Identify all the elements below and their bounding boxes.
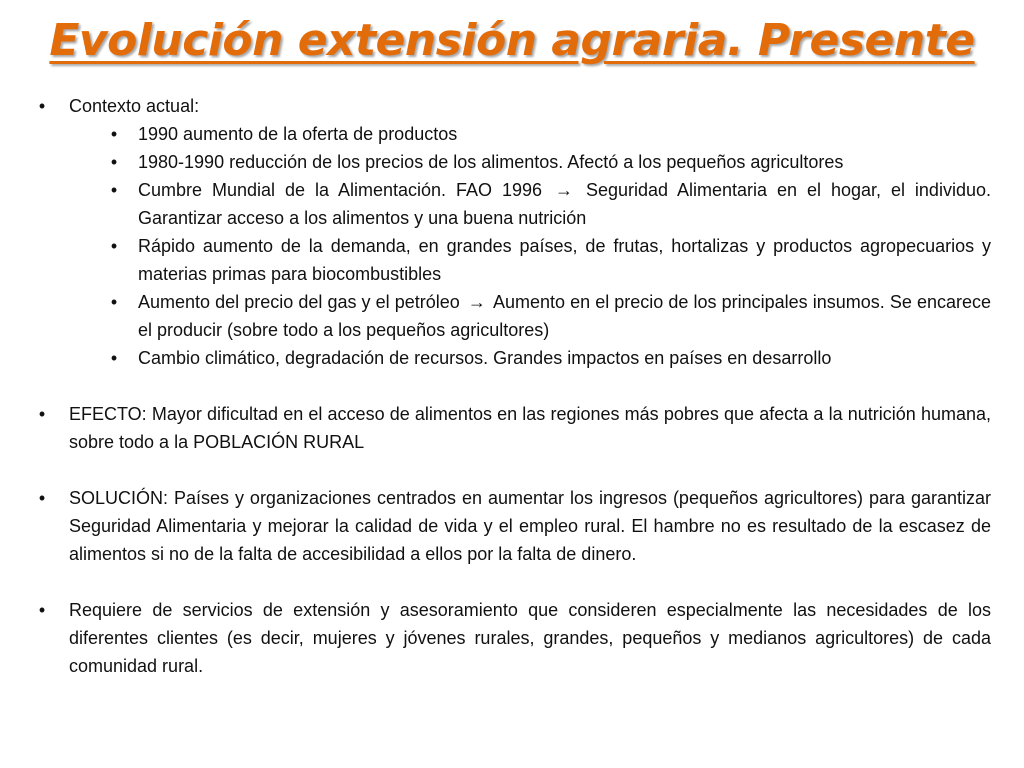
effect-text: EFECTO: Mayor dificultad en el acceso de alimentos en las regiones más pobres que afecta a la nutrición humana, sobre todo a la POBLACIÓN RURAL <box>69 404 991 452</box>
context-item-text-after: Seguridad Alimentaria en el hogar, el individuo. Garantizar acceso a los alimentos y una buena nutrición <box>138 180 991 228</box>
slide-body <box>35 92 991 680</box>
requirement-text: Requiere de servicios de extensión y asesoramiento que consideren especialmente las necesidades de los diferentes clientes (es decir, mujeres y jóvenes rurales, grandes, pequeños y medianos agricultores) de cada comunidad rural. <box>69 600 991 676</box>
bullet-icon: • <box>110 152 118 172</box>
context-item-text: 1990 aumento de la oferta de productos <box>138 124 458 144</box>
context-item-text-after: Aumento en el precio de los principales insumos. Se encarece el producir (sobre todo a los pequeños agricultores) <box>138 292 991 340</box>
bullet-context <box>35 92 991 120</box>
context-item-text: Cambio climático, degradación de recursos. Grandes impactos en países en desarrollo <box>138 348 832 368</box>
context-item-text-before: Cumbre Mundial de la Alimentación. FAO 1996 <box>138 180 542 200</box>
context-item-2 <box>110 148 991 176</box>
bullet-icon: • <box>38 404 46 424</box>
context-item-3 <box>110 176 991 232</box>
spacer <box>35 456 991 484</box>
context-item-text: 1980-1990 reducción de los precios de los alimentos. Afectó a los pequeños agricultores <box>138 152 844 172</box>
bullet-solution <box>35 484 991 568</box>
context-sublist <box>35 120 991 372</box>
right-arrow-icon: → <box>554 180 573 200</box>
bullet-icon: • <box>110 236 118 256</box>
bullet-icon: • <box>38 96 46 116</box>
bullet-effect <box>35 400 991 456</box>
bullet-requirement <box>35 596 991 680</box>
context-item-text-before: Aumento del precio del gas y el petróleo <box>138 292 460 312</box>
context-label: Contexto actual: <box>69 96 200 116</box>
slide-title: Evolución extensión agraria. Presente <box>49 15 975 66</box>
bullet-icon: • <box>110 348 118 368</box>
context-item-4 <box>110 232 991 288</box>
bullet-icon: • <box>110 124 118 144</box>
spacer <box>35 372 991 400</box>
context-item-6 <box>110 344 991 372</box>
bullet-list <box>35 92 991 680</box>
context-item-text: Rápido aumento de la demanda, en grandes países, de frutas, hortalizas y productos agropecuarios y materias primas para biocombustibles <box>138 236 991 284</box>
bullet-icon: • <box>110 292 118 312</box>
context-item-5 <box>110 288 991 344</box>
bullet-icon: • <box>38 488 46 508</box>
right-arrow-icon: → <box>467 292 486 312</box>
context-item-1 <box>110 120 991 148</box>
spacer <box>35 568 991 596</box>
bullet-icon: • <box>110 180 118 200</box>
bullet-icon: • <box>38 600 46 620</box>
solution-text: SOLUCIÓN: Países y organizaciones centrados en aumentar los ingresos (pequeños agricultores) para garantizar Seguridad Alimentaria y mejorar la calidad de vida y el empleo rural. El hambre no es resultado de la escasez de alimentos si no de la falta de accesibilidad a ellos por la falta de dinero. <box>69 488 991 564</box>
